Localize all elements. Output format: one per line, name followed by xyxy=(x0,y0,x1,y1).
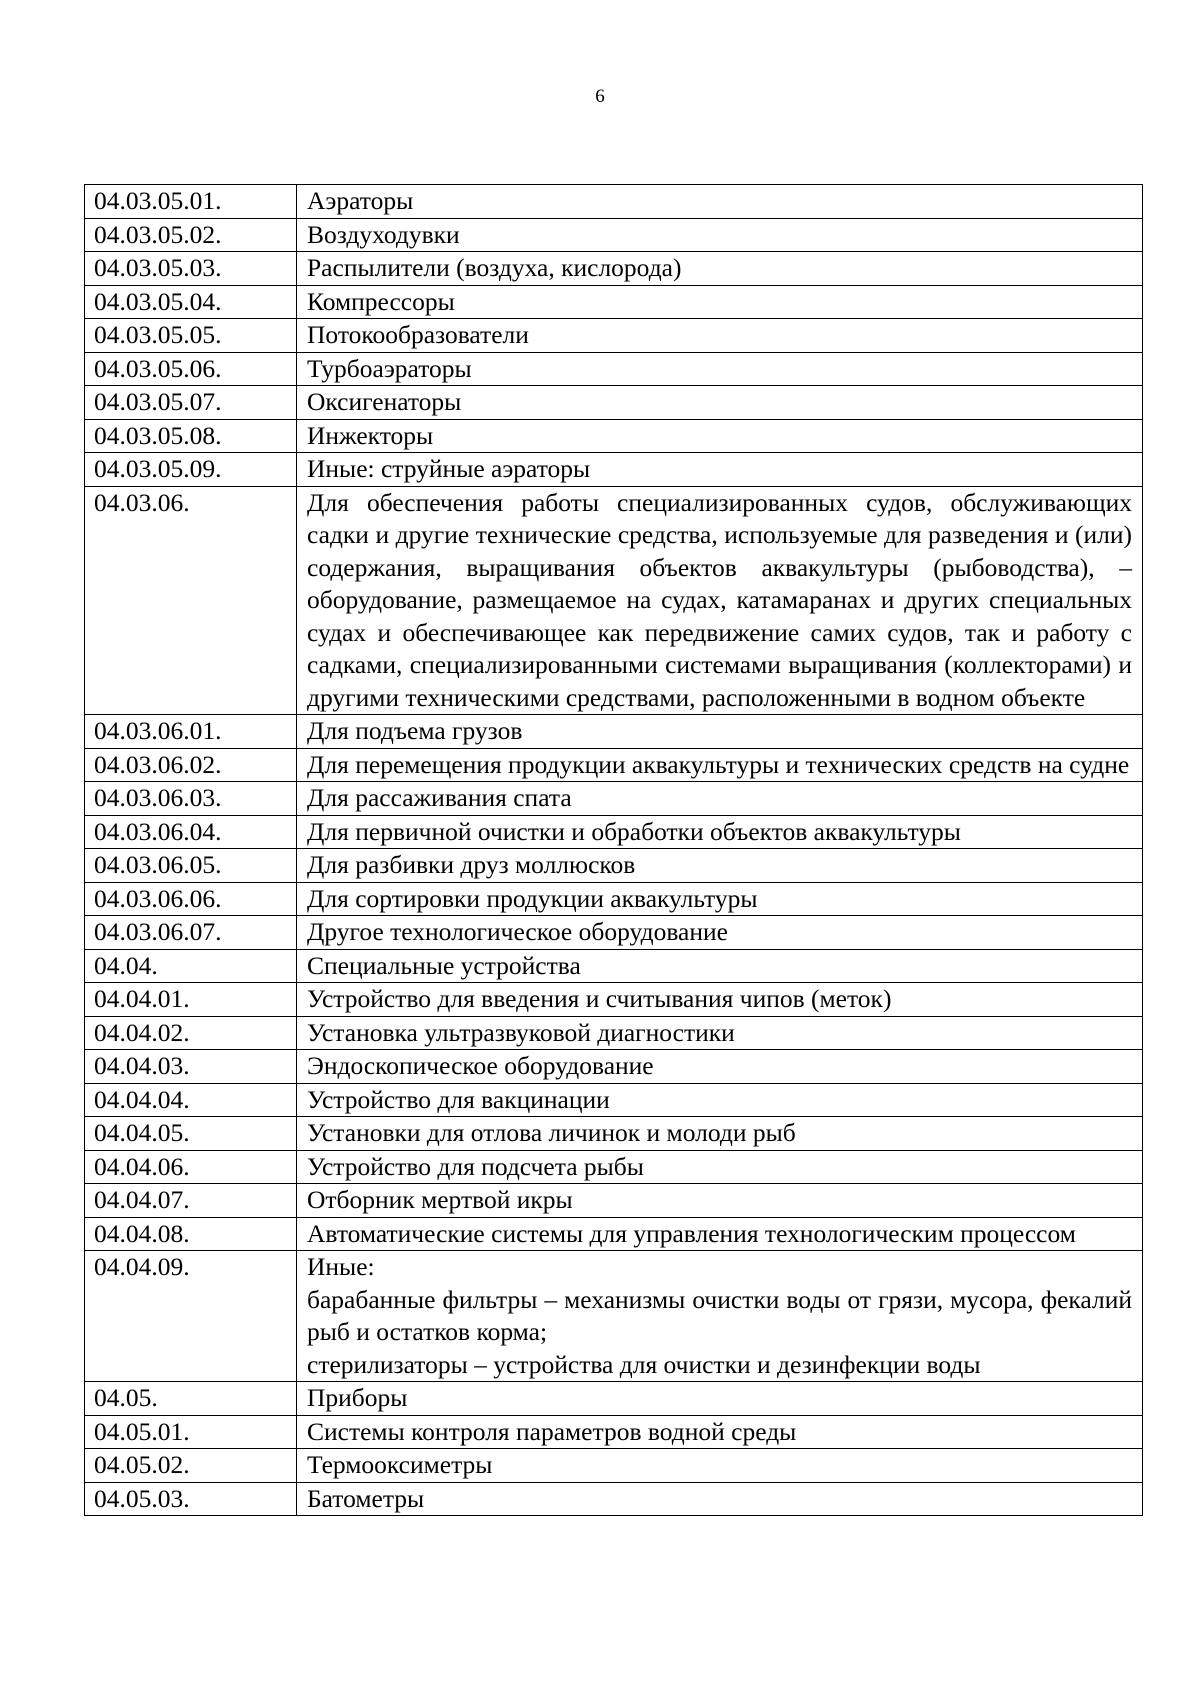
table-row xyxy=(85,1117,1143,1151)
row-description xyxy=(297,419,1143,453)
row-description xyxy=(297,782,1143,816)
row-code: 04.03.06.04. xyxy=(85,815,297,849)
row-code: 04.03.06.01. xyxy=(85,715,297,749)
row-code: 04.04.04. xyxy=(85,1083,297,1117)
row-description xyxy=(297,486,1143,715)
description-paragraph: Специальные устройства xyxy=(307,950,581,980)
row-code: 04.03.05.01. xyxy=(85,185,297,219)
row-code: 04.04.08. xyxy=(85,1217,297,1251)
row-code: 04.03.06.03. xyxy=(85,782,297,816)
row-code: 04.03.06.02. xyxy=(85,748,297,782)
row-description xyxy=(297,1482,1143,1516)
table-row xyxy=(85,882,1143,916)
row-code: 04.04.02. xyxy=(85,1016,297,1050)
table-row xyxy=(85,1482,1143,1516)
row-description xyxy=(297,285,1143,319)
row-code: 04.03.05.02. xyxy=(85,218,297,252)
row-description xyxy=(297,1382,1143,1416)
description-paragraph: Для сортировки продукции аквакультуры xyxy=(307,883,758,913)
row-code: 04.05.01. xyxy=(85,1415,297,1449)
row-description xyxy=(297,218,1143,252)
description-paragraph: Устройство для введения и считывания чипов (меток) xyxy=(307,984,892,1013)
table-body xyxy=(85,185,1143,1516)
row-code: 04.03.05.09. xyxy=(85,453,297,487)
row-code: 04.04.06. xyxy=(85,1150,297,1184)
table-row xyxy=(85,1251,1143,1382)
row-description xyxy=(297,1150,1143,1184)
table-row xyxy=(85,1016,1143,1050)
row-description xyxy=(297,1251,1143,1382)
table-row xyxy=(85,453,1143,487)
description-paragraph: Турбоаэраторы xyxy=(307,353,472,383)
description-paragraph: Приборы xyxy=(307,1383,408,1412)
description-paragraph: Эндоскопическое оборудование xyxy=(307,1051,654,1080)
description-paragraph: Установка ультразвуковой диагностики xyxy=(307,1017,735,1047)
row-description xyxy=(297,916,1143,950)
row-description xyxy=(297,1217,1143,1251)
row-code: 04.03.06.06. xyxy=(85,882,297,916)
row-code: 04.03.05.08. xyxy=(85,419,297,453)
row-description xyxy=(297,715,1143,749)
table-row xyxy=(85,218,1143,252)
table-row xyxy=(85,185,1143,219)
description-paragraph: Инжекторы xyxy=(307,420,434,450)
page-number: 6 xyxy=(595,86,605,107)
row-code: 04.03.06.07. xyxy=(85,916,297,950)
row-description xyxy=(297,983,1143,1017)
description-paragraph: Компрессоры xyxy=(307,286,455,316)
classification-table xyxy=(84,184,1143,1516)
table-row xyxy=(85,849,1143,883)
table-row xyxy=(85,983,1143,1017)
row-code: 04.05.03. xyxy=(85,1482,297,1516)
table-row xyxy=(85,1184,1143,1218)
table-row xyxy=(85,782,1143,816)
description-paragraph: барабанные фильтры – механизмы очистки воды от грязи, мусора, фекалий рыб и остатков корма; xyxy=(307,1284,1132,1346)
table-row xyxy=(85,1217,1143,1251)
description-paragraph: Для перемещения продукции аквакультуры и технических средств на судне xyxy=(307,749,1130,779)
table-row xyxy=(85,1415,1143,1449)
table-row xyxy=(85,352,1143,386)
table-row xyxy=(85,715,1143,749)
row-description xyxy=(297,1184,1143,1218)
row-description xyxy=(297,1415,1143,1449)
description-paragraph: Отборник мертвой икры xyxy=(307,1185,573,1214)
row-description xyxy=(297,319,1143,353)
row-description xyxy=(297,1449,1143,1483)
table-row xyxy=(85,319,1143,353)
table-row xyxy=(85,285,1143,319)
row-description xyxy=(297,748,1143,782)
description-paragraph: Иные: струйные аэраторы xyxy=(307,454,591,483)
row-code: 04.05.02. xyxy=(85,1449,297,1483)
description-paragraph: Устройство для вакцинации xyxy=(307,1084,610,1114)
description-paragraph: Иные: xyxy=(307,1252,375,1281)
row-description xyxy=(297,949,1143,983)
description-paragraph: Для первичной очистки и обработки объектов аквакультуры xyxy=(307,816,961,846)
description-paragraph: Батометры xyxy=(307,1483,425,1513)
row-code: 04.03.05.06. xyxy=(85,352,297,386)
description-paragraph: Оксигенаторы xyxy=(307,387,462,416)
row-code: 04.04.03. xyxy=(85,1050,297,1084)
row-code: 04.04.07. xyxy=(85,1184,297,1218)
description-paragraph: Устройство для подсчета рыбы xyxy=(307,1151,644,1181)
table-row xyxy=(85,748,1143,782)
row-code: 04.03.06.05. xyxy=(85,849,297,883)
description-paragraph: Автоматические системы для управления технологическим процессом xyxy=(307,1218,1076,1248)
row-code: 04.04. xyxy=(85,949,297,983)
row-description xyxy=(297,1050,1143,1084)
description-paragraph: Потокообразователи xyxy=(307,320,529,349)
table-row xyxy=(85,486,1143,715)
row-code: 04.04.05. xyxy=(85,1117,297,1151)
description-paragraph: стерилизаторы – устройства для очистки и дезинфекции воды xyxy=(307,1349,981,1379)
table-row xyxy=(85,1449,1143,1483)
row-code: 04.03.05.05. xyxy=(85,319,297,353)
row-description xyxy=(297,1117,1143,1151)
row-description xyxy=(297,352,1143,386)
row-description xyxy=(297,386,1143,420)
row-code: 04.04.09. xyxy=(85,1251,297,1382)
description-paragraph: Для подъема грузов xyxy=(307,716,523,745)
row-code: 04.04.01. xyxy=(85,983,297,1017)
table-row xyxy=(85,916,1143,950)
description-paragraph: Для разбивки друз моллюсков xyxy=(307,850,636,879)
description-paragraph: Установки для отлова личинок и молоди рыб xyxy=(307,1118,796,1147)
table-row xyxy=(85,815,1143,849)
description-paragraph: Системы контроля параметров водной среды xyxy=(307,1416,797,1446)
table-row xyxy=(85,419,1143,453)
row-description xyxy=(297,815,1143,849)
table-row xyxy=(85,1382,1143,1416)
description-paragraph: Аэраторы xyxy=(307,186,414,215)
row-description xyxy=(297,849,1143,883)
row-code: 04.03.06. xyxy=(85,486,297,715)
row-code: 04.03.05.04. xyxy=(85,285,297,319)
description-paragraph: Для рассаживания спата xyxy=(307,783,572,812)
description-paragraph: Распылители (воздуха, кислорода) xyxy=(307,253,682,282)
row-description xyxy=(297,882,1143,916)
row-description xyxy=(297,185,1143,219)
row-description xyxy=(297,1016,1143,1050)
table-row xyxy=(85,1150,1143,1184)
row-code: 04.03.05.07. xyxy=(85,386,297,420)
description-paragraph: Для обеспечения работы специализированных судов, обслуживающих садки и другие технические средства, используемые для разведения и (или) содержания, выращивания объектов аквакультуры (рыбоводства), – оборудование, размещаемое на судах, катамаранах и других специальных судах и обеспечивающее как передвижение самих судов, так и работу с садками, специализированными системами выращивания (коллекторами) и другими техническими средствами, расположенными в водном объекте xyxy=(307,487,1132,712)
table-row xyxy=(85,252,1143,286)
row-description xyxy=(297,453,1143,487)
row-code: 04.03.05.03. xyxy=(85,252,297,286)
row-code: 04.05. xyxy=(85,1382,297,1416)
table-row xyxy=(85,1050,1143,1084)
table-row xyxy=(85,1083,1143,1117)
description-paragraph: Другое технологическое оборудование xyxy=(307,917,728,946)
description-paragraph: Термооксиметры xyxy=(307,1450,493,1479)
description-paragraph: Воздуходувки xyxy=(307,219,460,249)
table-row xyxy=(85,949,1143,983)
row-description xyxy=(297,1083,1143,1117)
table-row xyxy=(85,386,1143,420)
row-description xyxy=(297,252,1143,286)
